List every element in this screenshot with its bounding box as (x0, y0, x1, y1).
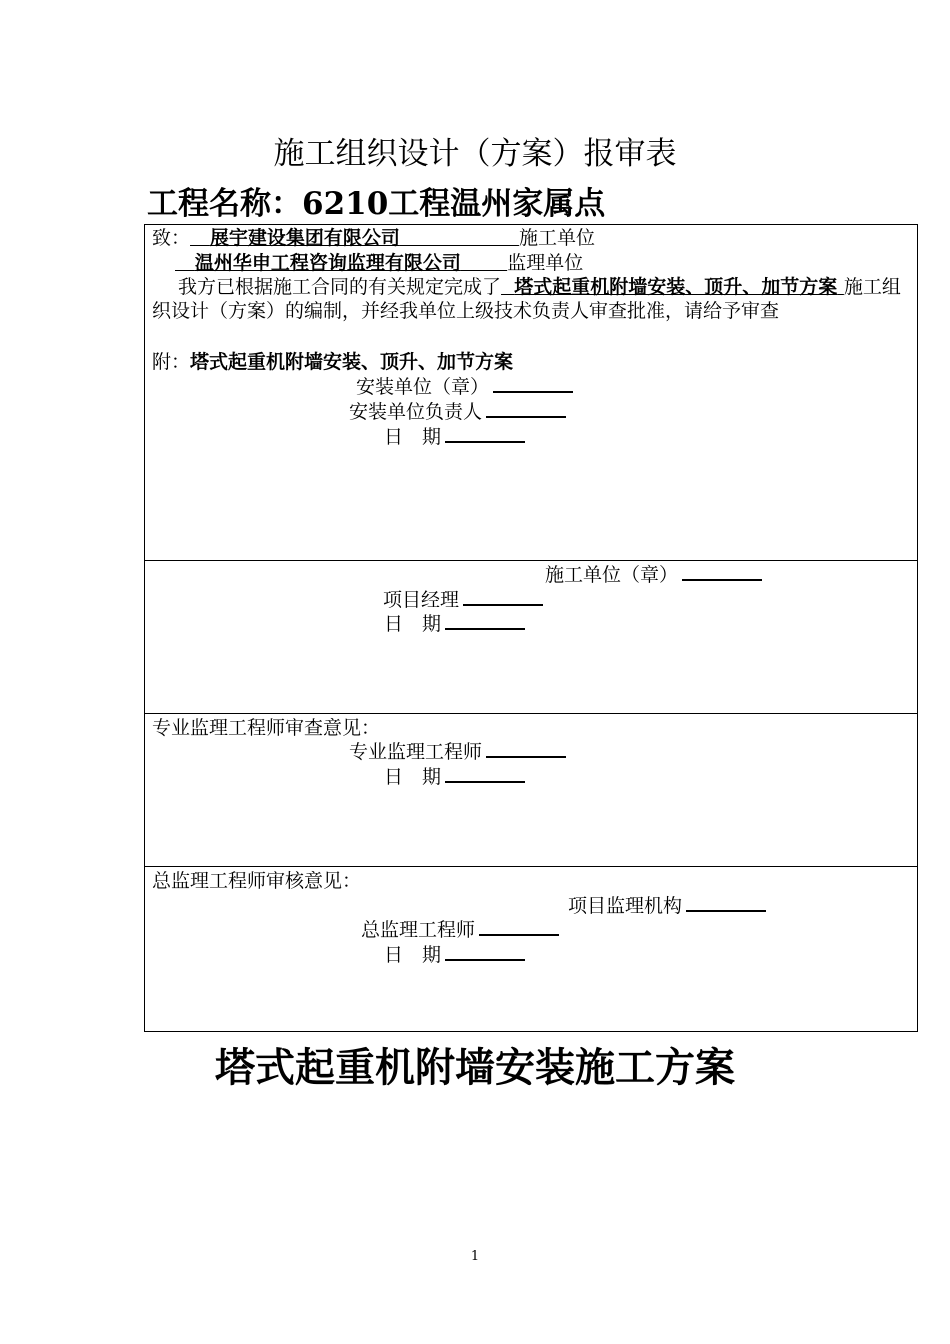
date-blank (445, 767, 525, 783)
signature-blank (486, 742, 566, 758)
statement-subject: 塔式起重机附墙安装、顶升、加节方案 (514, 276, 838, 298)
install-unit-seal-line: 安装单位（章） (356, 375, 573, 399)
signature-blank (479, 920, 559, 936)
signature-blank (682, 565, 762, 581)
contractor-role: 施工单位 (518, 227, 595, 249)
attachment-label: 附： (152, 351, 191, 373)
signature-blank (486, 402, 566, 418)
form-title: 施工组织设计（方案）报审表 (273, 136, 677, 172)
submission-section (145, 225, 917, 560)
signature-blank (493, 377, 573, 393)
engineer-signature-line: 专业监理工程师 (349, 740, 566, 764)
statement-paragraph (152, 275, 912, 323)
page-number: 1 (470, 1249, 480, 1264)
date-blank (445, 614, 525, 630)
contractor-company: 展宇建设集团有限公司 (209, 227, 400, 249)
chief-engineer-line: 总监理工程师 (361, 918, 559, 942)
signature-blank (463, 590, 543, 606)
document-title: 塔式起重机附墙安装施工方案 (215, 1044, 735, 1091)
engineer-opinion-label: 专业监理工程师审查意见： (152, 717, 381, 739)
supervisor-role: 监理单位 (507, 252, 584, 274)
construction-unit-seal-line: 施工单位（章） (545, 563, 762, 587)
engineer-review-section (145, 713, 917, 866)
project-name: 工程名称：6210工程温州家属点 (147, 186, 606, 222)
install-unit-manager-line: 安装单位负责人 (349, 400, 566, 424)
date-line-3: 日 期 (384, 765, 525, 789)
addressee-line (152, 226, 595, 250)
date-line-2: 日 期 (384, 612, 525, 636)
statement-prefix: 我方已根据施工合同的有关规定完成了 (178, 276, 502, 298)
attachment-line (152, 350, 513, 374)
date-blank (445, 427, 525, 443)
date-blank (445, 945, 525, 961)
approval-form-table (144, 224, 918, 1032)
construction-unit-section (145, 560, 917, 713)
to-label: 致： (152, 227, 191, 249)
signature-blank (686, 896, 766, 912)
chief-opinion-label: 总监理工程师审核意见： (152, 870, 362, 892)
supervisor-company: 温州华申工程咨询监理有限公司 (194, 252, 461, 274)
supervision-agency-line: 项目监理机构 (568, 894, 766, 918)
date-line-1: 日 期 (384, 425, 525, 449)
project-manager-line: 项目经理 (383, 588, 543, 612)
chief-review-section (145, 866, 917, 1032)
supervisor-line (175, 251, 583, 275)
date-line-4: 日 期 (384, 943, 525, 967)
attachment-value: 塔式起重机附墙安装、顶升、加节方案 (190, 351, 514, 373)
statement-suffix: 施工组织设计（方案）的编制，并经我单位上级技术负责人审查批准，请给予审查 (152, 276, 901, 322)
